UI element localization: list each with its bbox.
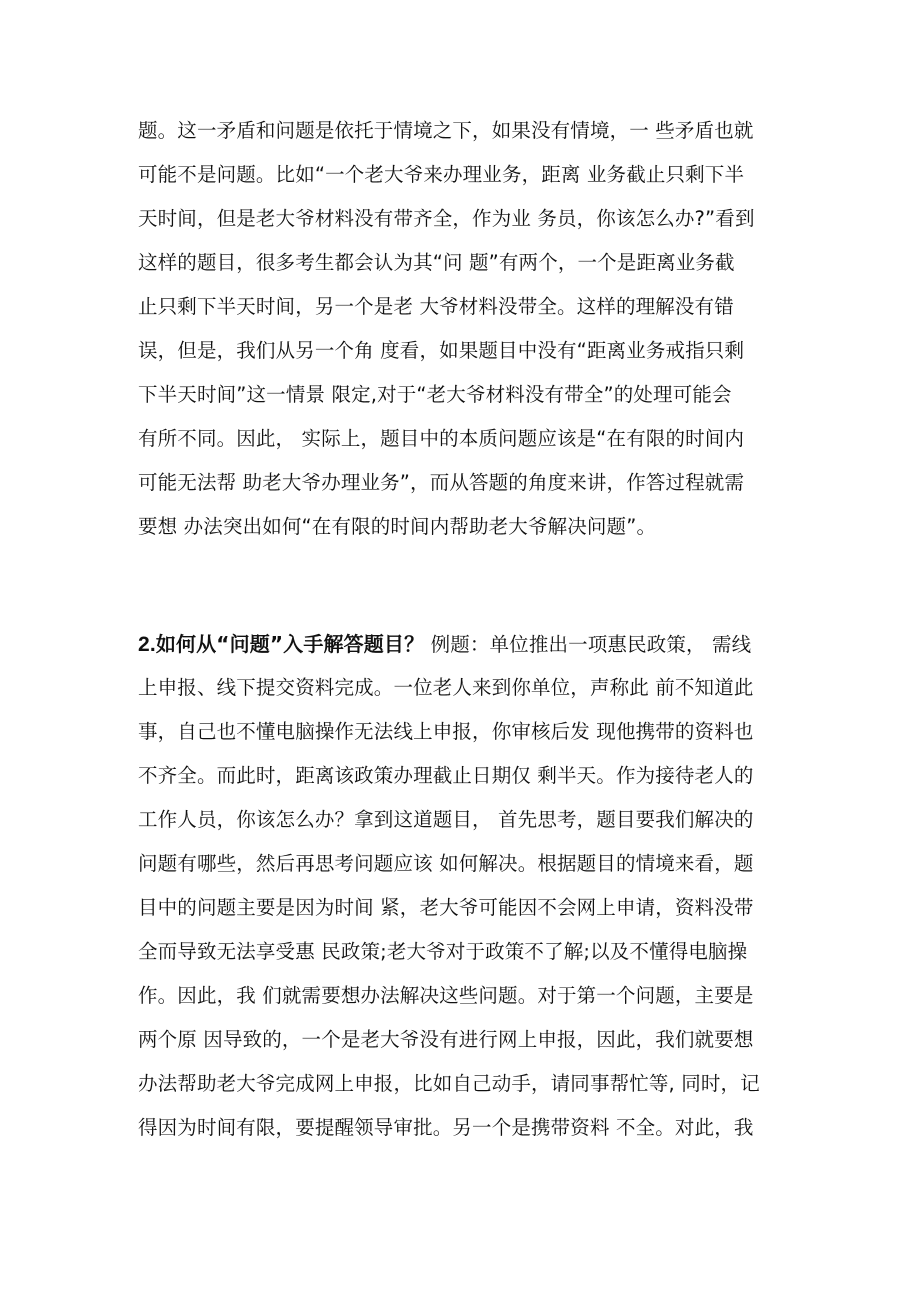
text-line: 题。这一矛盾和问题是依托于情境之下，如果没有情境，一 些矛盾也就 [138,119,754,142]
text-line: 可能无法帮 助老大爷办理业务”，而从答题的角度来讲，作答过程就需 [138,471,745,494]
text-line: 止只剩下半天时间，另一个是老 大爷材料没带全。这样的理解没有错 [138,295,734,318]
text-line: 两个原 因导致的，一个是老大爷没有进行网上申报，因此，我们就要想 [138,1028,754,1051]
section-heading: 如何从“问题”入手解答题目？ [155,632,425,656]
text-line: 目中的问题主要是因为时间 紧，老大爷可能因不会网上申请，资料没带 [138,896,754,919]
text-line: 下半天时间”这一情景 限定,对于“老大爷材料没有带全”的处理可能会 [138,383,732,406]
text-line: 问题有哪些，然后再思考问题应该 如何解决。根据题目的情境来看，题 [138,852,754,875]
heading-line-rest: 例题：单位推出一项惠民政策， 需线 [430,633,752,656]
text-line: 作。因此，我 们就需要想办法解决这些问题。对于第一个问题，主要是 [138,984,754,1007]
text-line: 事，自己也不懂电脑操作无法线上申报，你审核后发 现他携带的资料也 [138,720,754,743]
text-line: 误，但是，我们从另一个角 度看，如果题目中没有“距离业务戒指只剩 [138,339,745,362]
text-line: 上申报、线下提交资料完成。一位老人来到你单位，声称此 前不知道此 [138,676,754,699]
text-line: 办法帮助老大爷完成网上申报，比如自己动手，请同事帮忙等, 同时，记 [138,1072,760,1095]
text-line: 工作人员，你该怎么办？拿到这道题目， 首先思考，题目要我们解决的 [138,808,754,831]
text-line: 天时间，但是老大爷材料没有带齐全，作为业 务员，你该怎么办?”看到 [138,207,755,230]
text-line: 不齐全。而此时，距离该政策办理截止日期仅 剩半天。作为接待老人的 [138,764,754,787]
paragraph-2 [138,622,788,1150]
text-line: 要想 办法突出如何“在有限的时间内帮助老大爷解决问题”。 [138,515,657,538]
text-line: 全而导致无法享受惠 民政策;老大爷对于政策不了解;以及不懂得电脑操 [138,940,748,963]
text-line: 这样的题目，很多考生都会认为其“问 题”有两个，一个是距离业务截 [138,251,735,274]
text-line: 可能不是问题。比如“一个老大爷来办理业务，距离 业务截止只剩下半 [138,163,745,186]
section-number: 2. [138,633,156,656]
text-line: 有所不同。因此， 实际上，题目中的本质问题应该是“在有限的时间内 [138,427,745,450]
paragraph-1 [138,109,788,549]
text-line: 得因为时间有限，要提醒领导审批。另一个是携带资料 不全。对此，我 [138,1116,754,1139]
heading-line [138,622,788,666]
